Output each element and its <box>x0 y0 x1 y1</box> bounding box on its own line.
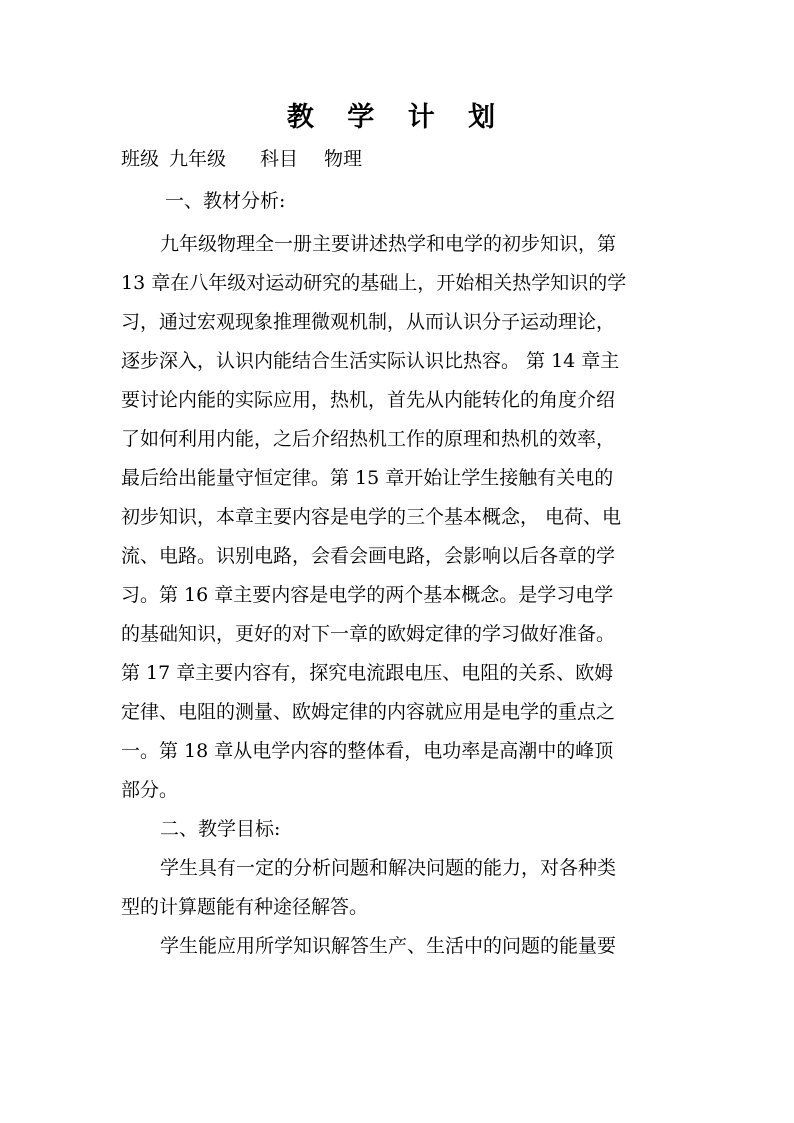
section-heading-teaching-goals: 二、教学目标: <box>160 818 281 840</box>
paragraph-line: 学生具有一定的分析问题和解决问题的能力，对各种类 <box>160 857 617 879</box>
paragraph-line: 习，通过宏观现象推理微观机制，从而认识分子运动理论， <box>121 311 616 333</box>
paragraph-line: 初步知识，本章主要内容是电学的三个基本概念， 电荷、电 <box>121 506 622 528</box>
paragraph-line: 13 章在八年级对运动研究的基础上，开始相关热学知识的学 <box>121 272 627 294</box>
class-value: 九年级 <box>169 148 227 170</box>
paragraph-line: 了如何利用内能，之后介绍热机工作的原理和热机的效率， <box>121 428 616 450</box>
paragraph-line: 流、电路。识别电路，会看会画电路，会影响以后各章的学 <box>121 545 616 567</box>
paragraph-line: 逐步深入，认识内能结合生活实际认识比热容。 第 14 章主 <box>121 350 620 372</box>
paragraph-line: 定律、电阻的测量、欧姆定律的内容就应用是电学的重点之 <box>121 701 616 723</box>
paragraph-line: 一。第 18 章从电学内容的整体看，电功率是高潮中的峰顶 <box>121 740 614 762</box>
paragraph-line: 要讨论内能的实际应用，热机，首先从内能转化的角度介绍 <box>121 389 616 411</box>
class-label: 班级 <box>121 148 160 170</box>
paragraph-line: 部分。 <box>121 779 179 801</box>
subject-label: 科目 <box>260 148 299 170</box>
class-subject-row <box>121 143 362 175</box>
section-heading-textbook-analysis: 一、教材分析: <box>165 190 286 212</box>
document-title: 教 学 计 划 <box>286 102 508 133</box>
paragraph-line: 最后给出能量守恒定律。第 15 章开始让学生接触有关电的 <box>121 467 614 489</box>
paragraph-line: 九年级物理全一册主要讲述热学和电学的初步知识，第 <box>160 233 617 255</box>
paragraph-line: 型的计算题能有种途径解答。 <box>121 896 369 918</box>
paragraph-line: 第 17 章主要内容有，探究电流跟电压、电阻的关系、欧姆 <box>121 662 614 684</box>
subject-value: 物理 <box>324 148 363 170</box>
paragraph-line: 的基础知识，更好的对下一章的欧姆定律的学习做好准备。 <box>121 623 616 645</box>
paragraph-line: 学生能应用所学知识解答生产、生活中的问题的能量要 <box>160 935 617 957</box>
paragraph-line: 习。第 16 章主要内容是电学的两个基本概念。是学习电学 <box>121 584 614 606</box>
